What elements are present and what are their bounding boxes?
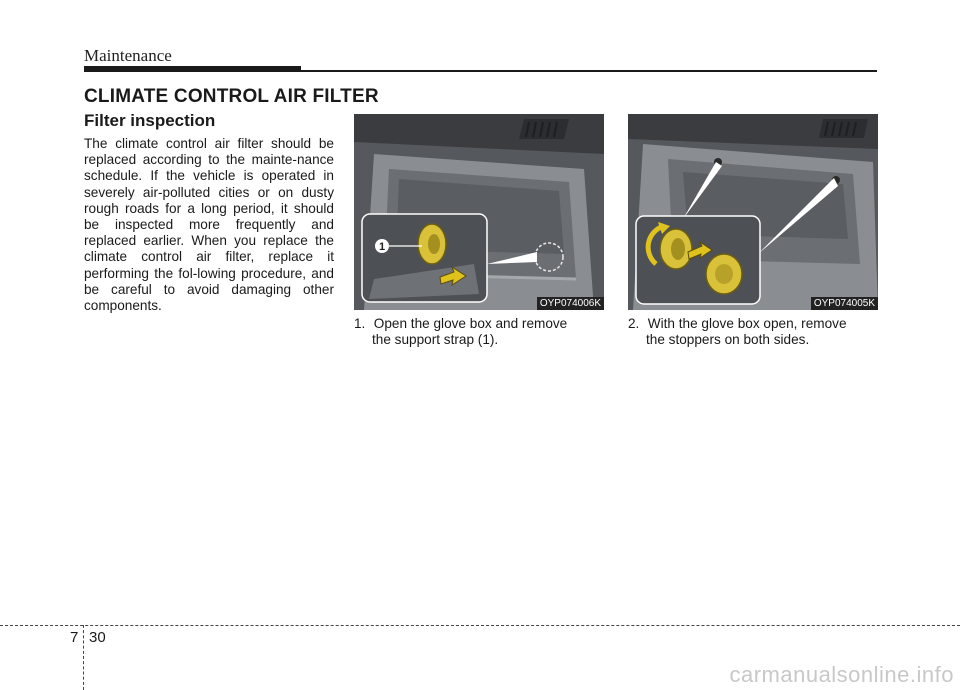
step-number: 2. bbox=[628, 316, 640, 331]
figure-glove-box-stoppers bbox=[628, 114, 878, 310]
step-1 bbox=[354, 316, 606, 348]
figure-glove-box-strap bbox=[354, 114, 604, 310]
footer-vertical-divider bbox=[83, 625, 84, 690]
page-number: 30 bbox=[89, 629, 106, 646]
header-rule-thick bbox=[84, 66, 301, 72]
chapter-number: 7 bbox=[70, 629, 79, 646]
subsection-title: Filter inspection bbox=[84, 111, 216, 130]
step-number: 1. bbox=[354, 316, 366, 331]
figure-code: OYP074005K bbox=[811, 297, 878, 310]
section-header: Maintenance bbox=[84, 46, 172, 65]
body-paragraph: The climate control air filter should be replaced according to the mainte-nance schedule. If the vehicle is operated in severely air-polluted cities or on dusty rough roads for a long period, it should be inspected more frequently and replaced earlier. When you replace the climate control air filter, replace it performing the fol-lowing procedure, and be careful to avoid damaging other components. bbox=[84, 136, 334, 314]
step-2 bbox=[628, 316, 880, 348]
step-text-line2: the support strap (1). bbox=[372, 332, 499, 348]
page-title: CLIMATE CONTROL AIR FILTER bbox=[84, 86, 379, 107]
step-text-line1: With the glove box open, remove bbox=[647, 316, 847, 331]
watermark-text: carmanualsonline.info bbox=[729, 662, 954, 687]
step-text-line1: Open the glove box and remove bbox=[373, 316, 568, 331]
figure-code: OYP074006K bbox=[537, 297, 604, 310]
header-rule-thin bbox=[301, 70, 877, 72]
callout-label: 1 bbox=[378, 241, 386, 253]
footer-divider bbox=[0, 625, 960, 626]
step-text-line2: the stoppers on both sides. bbox=[646, 332, 810, 348]
